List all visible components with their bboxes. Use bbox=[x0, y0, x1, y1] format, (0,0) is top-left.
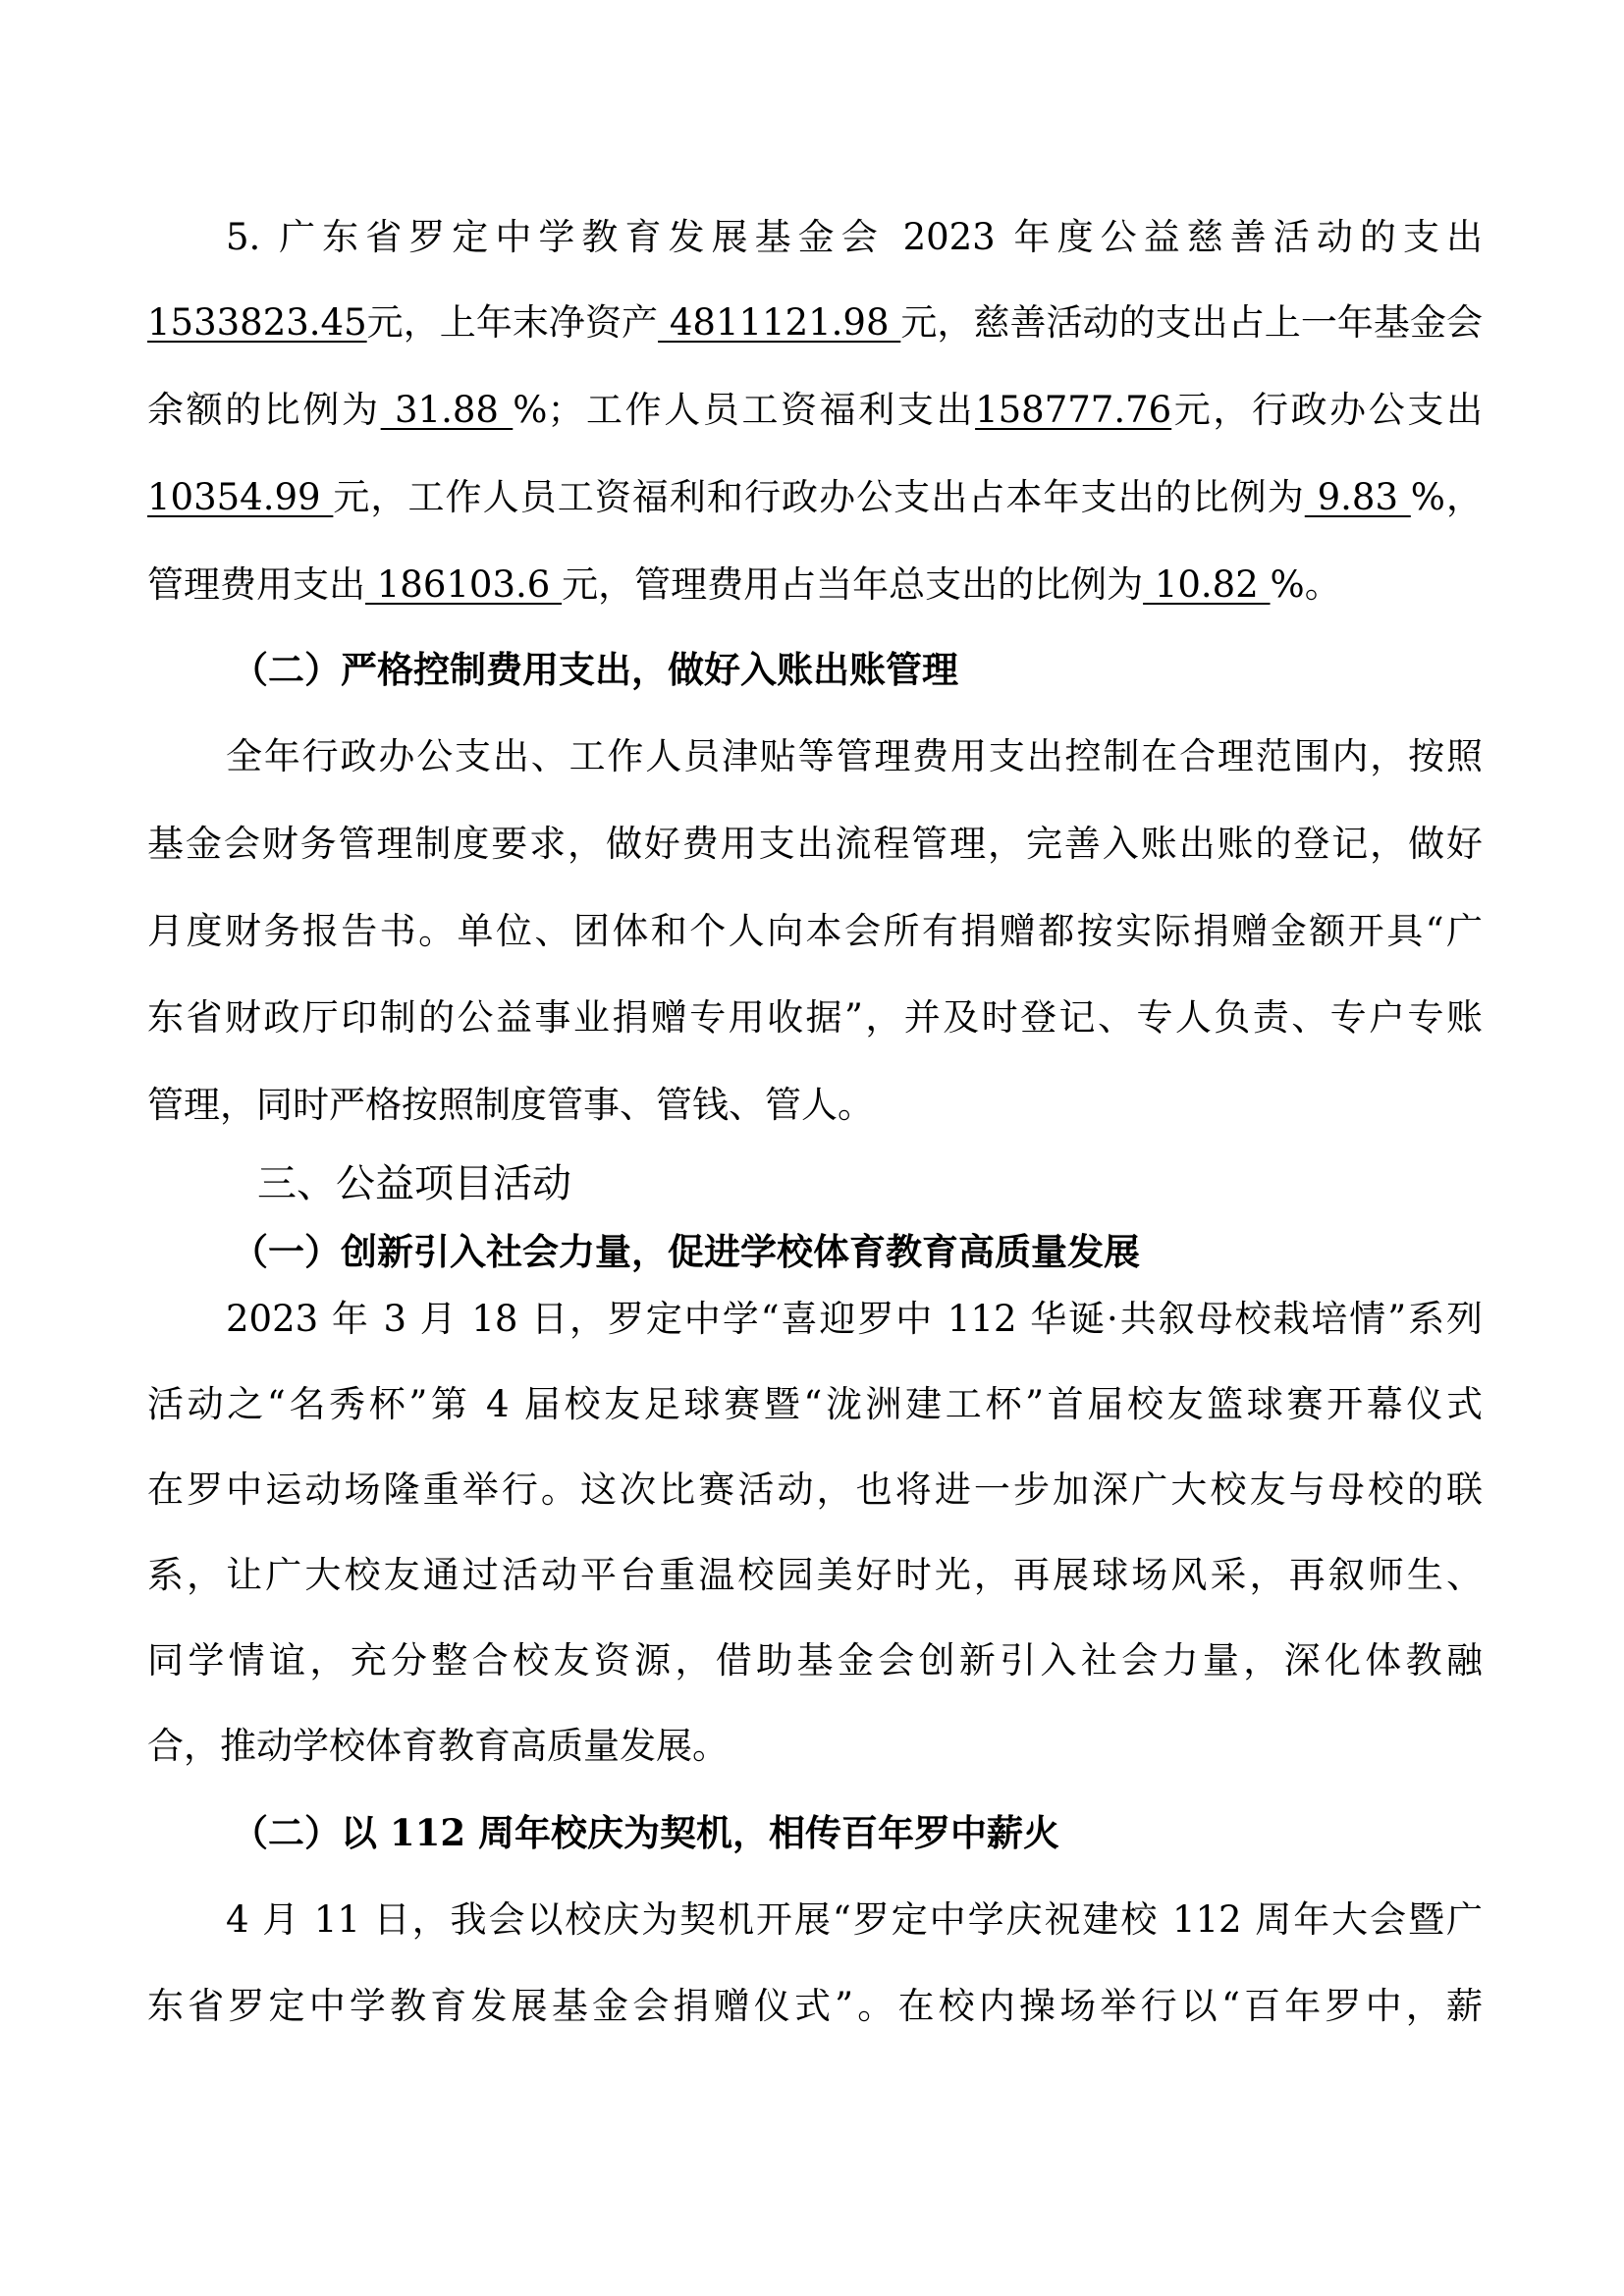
para5-line-3 bbox=[147, 387, 1483, 434]
para5-l3-text-a: 余额的比例为 bbox=[147, 389, 381, 431]
section3-sub1-line-3: 在罗中运动场隆重举行。这次比赛活动，也将进一步加深广大校友与母校的联 bbox=[147, 1468, 1483, 1511]
section3-sub2-heading: （二）以 112 周年校庆为契机，相传百年罗中薪火 bbox=[232, 1811, 1059, 1854]
section3-sub2-line-2: 东省罗定中学教育发展基金会捐赠仪式”。在校内操场举行以“百年罗中，薪 bbox=[147, 1985, 1483, 2027]
section2-sub2-heading: （二）严格控制费用支出，做好入账出账管理 bbox=[232, 648, 958, 691]
para5-l3-text-c: 元，行政办公支出 bbox=[1171, 389, 1483, 431]
salary-amount: 158777.76 bbox=[975, 389, 1172, 431]
section2-sub2-line-3: 月度财务报告书。单位、团体和个人向本会所有捐赠都按实际捐赠金额开具“广 bbox=[147, 910, 1483, 952]
section3-heading: 三、公益项目活动 bbox=[257, 1161, 571, 1206]
admin-expense-amount: 10354.99 bbox=[147, 476, 334, 518]
salary-admin-ratio: 9.83 bbox=[1304, 476, 1411, 518]
para5-line-5 bbox=[147, 561, 1341, 609]
section3-sub1-line-6: 合，推动学校体育教育高质量发展。 bbox=[147, 1725, 729, 1767]
section2-sub2-line-4: 东省财政厅印制的公益事业捐赠专用收据”，并及时登记、专人负责、专户专账 bbox=[147, 996, 1483, 1039]
para5-line-4 bbox=[147, 474, 1483, 521]
para5-line-1 bbox=[226, 214, 1483, 261]
net-assets-amount: 4811121.98 bbox=[658, 301, 901, 344]
section3-sub2-line-1: 4 月 11 日，我会以校庆为契机开展“罗定中学庆祝建校 112 周年大会暨广 bbox=[226, 1898, 1483, 1941]
para5-l5-text-c: %。 bbox=[1270, 563, 1341, 606]
section2-sub2-line-2: 基金会财务管理制度要求，做好费用支出流程管理，完善入账出账的登记，做好 bbox=[147, 823, 1483, 865]
section3-sub1-line-1: 2023 年 3 月 18 日，罗定中学“喜迎罗中 112 华诞·共叙母校栽培情”系列 bbox=[226, 1298, 1483, 1340]
section3-sub1-heading: （一）创新引入社会力量，促进学校体育教育高质量发展 bbox=[232, 1230, 1140, 1273]
section2-sub2-line-1: 全年行政办公支出、工作人员津贴等管理费用支出控制在合理范围内，按照 bbox=[226, 735, 1483, 777]
charity-expense-amount: 1533823.45 bbox=[147, 301, 367, 344]
para5-line-1-text: 5. 广东省罗定中学教育发展基金会 2023 年度公益慈善活动的支出 bbox=[226, 216, 1483, 258]
para5-line-2 bbox=[147, 299, 1483, 347]
section3-sub1-line-2: 活动之“名秀杯”第 4 届校友足球赛暨“泷洲建工杯”首届校友篮球赛开幕仪式 bbox=[147, 1383, 1483, 1425]
management-ratio: 10.82 bbox=[1143, 563, 1271, 606]
para5-l4-text-a: 元，工作人员工资福利和行政办公支出占本年支出的比例为 bbox=[333, 476, 1305, 518]
para5-l5-text-b: 元，管理费用占当年总支出的比例为 bbox=[562, 563, 1144, 606]
para5-l4-text-b: %， bbox=[1410, 476, 1484, 518]
charity-ratio: 31.88 bbox=[380, 389, 514, 431]
section3-sub1-line-4: 系，让广大校友通过活动平台重温校园美好时光，再展球场风采，再叙师生、 bbox=[147, 1554, 1483, 1596]
para5-l3-text-b: %；工作人员工资福利支出 bbox=[513, 389, 976, 431]
section3-sub1-line-5: 同学情谊，充分整合校友资源，借助基金会创新引入社会力量，深化体教融 bbox=[147, 1639, 1483, 1682]
para5-l2-text-a: 元，上年末净资产 bbox=[366, 301, 659, 344]
para5-l2-text-b: 元，慈善活动的支出占上一年基金会 bbox=[900, 301, 1484, 344]
management-expense-amount: 186103.6 bbox=[365, 563, 563, 606]
para5-l5-text-a: 管理费用支出 bbox=[147, 563, 365, 606]
section2-sub2-line-5: 管理，同时严格按照制度管事、管钱、管人。 bbox=[147, 1084, 874, 1126]
